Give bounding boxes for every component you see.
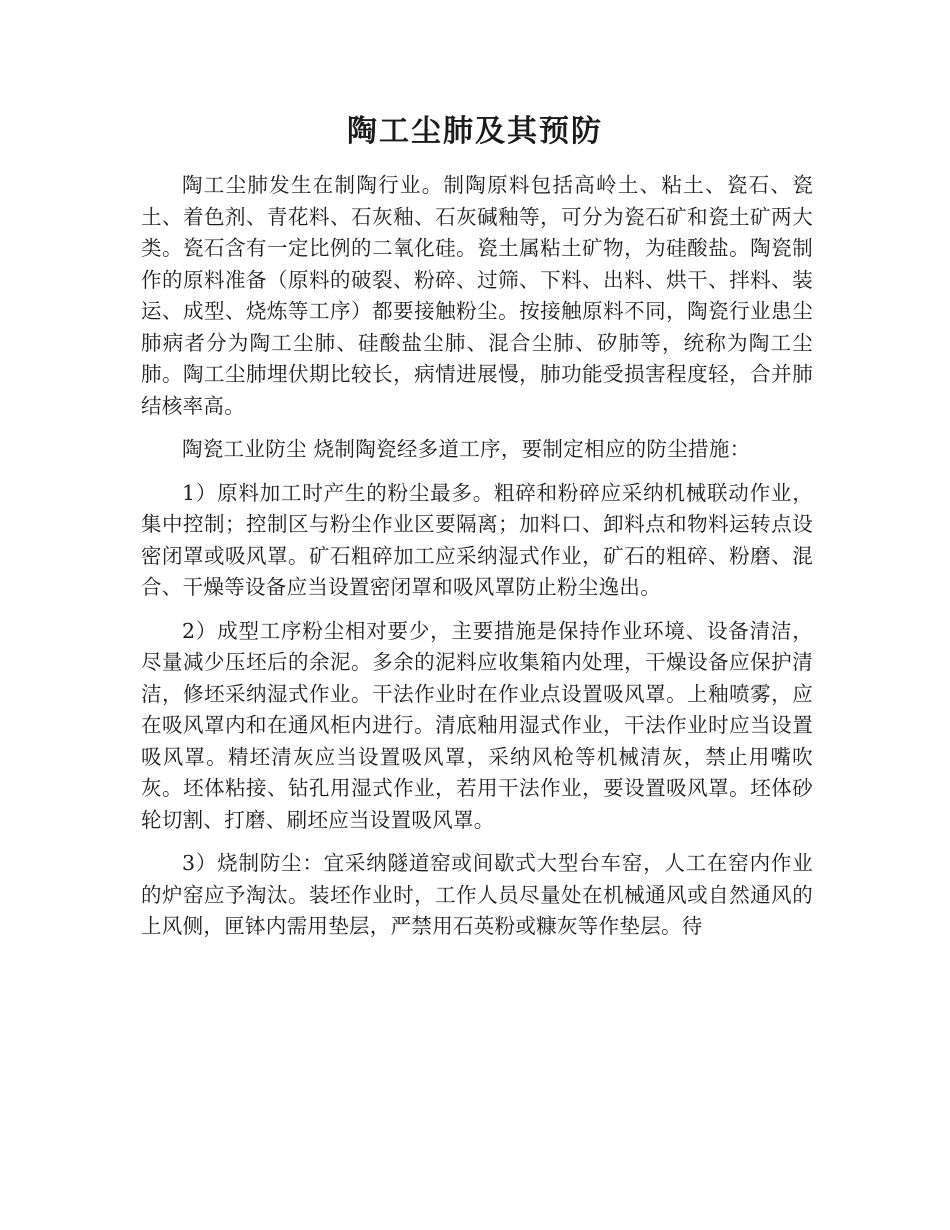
paragraph-dust-prevention-heading: 陶瓷工业防尘 烧制陶瓷经多道工序，要制定相应的防尘措施：: [182, 437, 751, 461]
document-body: [141, 170, 813, 943]
paragraph-item-3: 3）烧制防尘：宜采纳隧道窑或间歇式大型台车窑，人工在窑内作业的炉窑应予淘汰。装坯作业时，工作人员尽量处在机械通风或自然通风的上风侧，匣钵内需用垫层，严禁用石英粉或糠灰等作垫层。待: [141, 851, 813, 938]
paragraph-item-1: 1）原料加工时产生的粉尘最多。粗碎和粉碎应采纳机械联动作业，集中控制；控制区与粉尘作业区要隔离；加料口、卸料点和物料运转点设密闭罩或吸风罩。矿石粗碎加工应采纳湿式作业，矿石的粗碎、粉磨、混合、干燥等设备应当设置密闭罩和吸风罩防止粉尘逸出。: [141, 480, 813, 599]
document-title: 陶工尘肺及其预防: [347, 114, 603, 149]
paragraph-item-2: 2）成型工序粉尘相对要少，主要措施是保持作业环境、设备清洁，尽量减少压坯后的余泥。多余的泥料应收集箱内处理，干燥设备应保护清洁，修坯采纳湿式作业。干法作业时在作业点设置吸风罩。上釉喷雾，应在吸风罩内和在通风柜内进行。清底釉用湿式作业，干法作业时应当设置吸风罩。精坯清灰应当设置吸风罩，采纳风枪等机械清灰，禁止用嘴吹灰。坯体粘接、钻孔用湿式作业，若用干法作业，要设置吸风罩。坯体砂轮切割、打磨、刷坯应当设置吸风罩。: [141, 618, 813, 832]
paragraph-intro: 陶工尘肺发生在制陶行业。制陶原料包括高岭土、粘土、瓷石、瓷土、着色剂、青花料、石灰釉、石灰碱釉等，可分为瓷石矿和瓷土矿两大类。瓷石含有一定比例的二氧化硅。瓷土属粘土矿物，为硅酸盐。陶瓷制作的原料准备（原料的破裂、粉碎、过筛、下料、出料、烘干、拌料、装运、成型、烧炼等工序）都要接触粉尘。按接触原料不同，陶瓷行业患尘肺病者分为陶工尘肺、硅酸盐尘肺、混合尘肺、矽肺等，统称为陶工尘肺。陶工尘肺埋伏期比较长，病情进展慢，肺功能受损害程度轻，合并肺结核率高。: [141, 173, 813, 418]
